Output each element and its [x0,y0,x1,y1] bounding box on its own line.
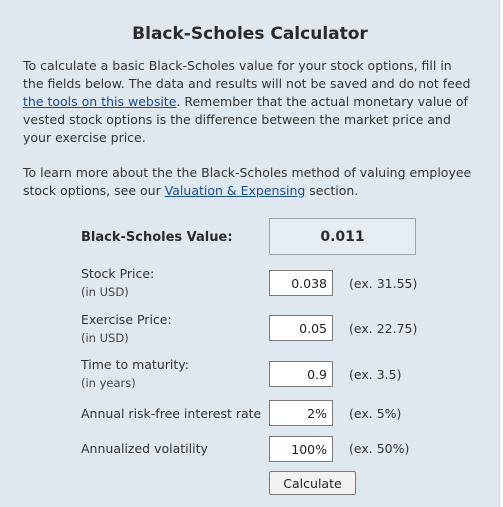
time-to-maturity-example: (ex. 3.5) [349,367,402,382]
page-title: Black-Scholes Calculator [132,24,368,44]
black-scholes-value-output: 0.011 [269,218,416,255]
time-to-maturity-unit: (in years) [81,376,136,390]
learn-text-1: To learn more about the the Black-Scholes method of valuing employee stock options, see our [23,165,472,198]
interest-rate-example: (ex. 5%) [349,406,402,421]
time-to-maturity-label [81,357,189,390]
volatility-label: Annualized volatility [81,441,208,456]
exercise-price-label-text: Exercise Price: [81,312,172,327]
stock-price-label [81,266,154,299]
interest-rate-input[interactable] [269,400,333,426]
volatility-example: (ex. 50%) [349,441,410,456]
stock-price-example: (ex. 31.55) [349,276,418,291]
learn-more-paragraph [23,164,473,200]
interest-rate-label: Annual risk-free interest rate [81,406,262,421]
exercise-price-label [81,312,172,345]
intro-text-1: To calculate a basic Black-Scholes value for your stock options, fill in the fields below. The data and results will not be saved and do not feed [23,58,471,91]
tools-link[interactable]: the tools on this website [23,94,177,109]
exercise-price-example: (ex. 22.75) [349,321,418,336]
calculate-button[interactable]: Calculate [269,471,356,495]
stock-price-unit: (in USD) [81,285,129,299]
black-scholes-value-label: Black-Scholes Value: [81,230,233,245]
stock-price-input[interactable] [269,270,333,296]
volatility-input[interactable] [269,436,333,462]
valuation-expensing-link[interactable]: Valuation & Expensing [164,183,306,198]
stock-price-label-text: Stock Price: [81,266,155,281]
intro-text-2: . Remember that the actual monetary value of vested stock options is the difference between the market price and your exercise price. [23,94,468,145]
exercise-price-unit: (in USD) [81,331,129,345]
exercise-price-input[interactable] [269,315,333,341]
time-to-maturity-input[interactable] [269,361,333,387]
learn-text-2: section. [305,183,359,198]
time-to-maturity-label-text: Time to maturity: [81,357,189,372]
intro-paragraph [23,57,473,147]
